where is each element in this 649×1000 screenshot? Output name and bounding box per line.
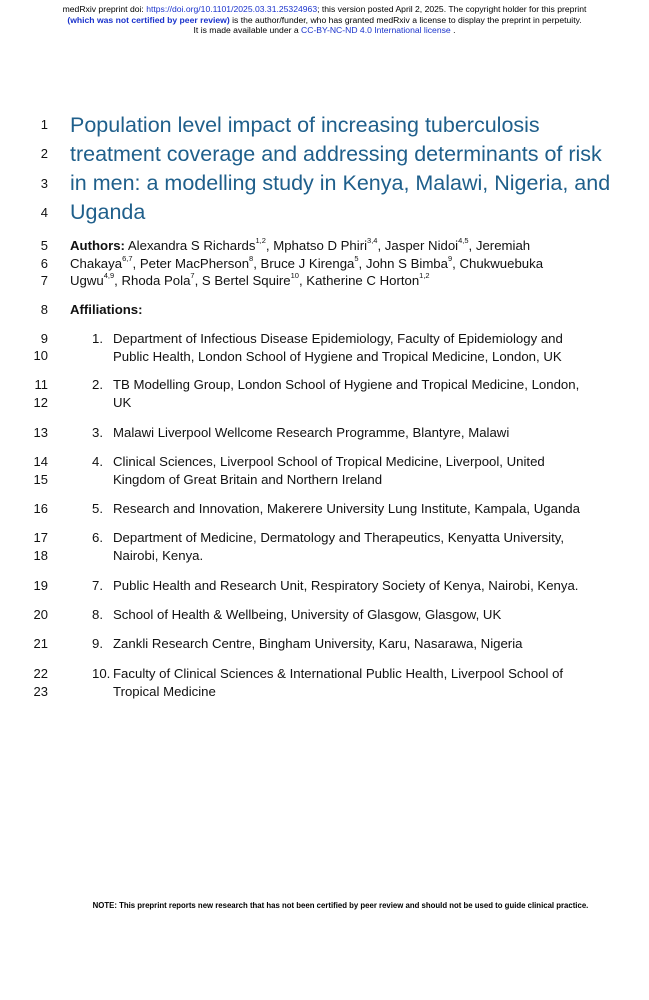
header-line3-prefix: It is made available under a <box>193 25 302 35</box>
line-number: 9 <box>40 331 48 346</box>
affiliation-text: Department of Infectious Disease Epidemiology, Faculty of Epidemiology and <box>113 331 563 346</box>
affiliation-text: Nairobi, Kenya. <box>113 548 204 563</box>
affiliation-number: 6. <box>92 530 103 545</box>
header-line2-rest: is the author/funder, who has granted medRxiv a license to display the preprint in perpetuity. <box>229 14 582 25</box>
line-number: 12 <box>33 395 48 410</box>
line-number: 2 <box>40 146 48 161</box>
license-link[interactable]: CC-BY-NC-ND 4.0 International license <box>301 25 451 35</box>
peer-review-notice: (which was not certified by peer review) <box>67 14 230 25</box>
affiliation-text: UK <box>113 395 132 410</box>
affiliation-text: School of Health & Wellbeing, University of Glasgow, Glasgow, UK <box>113 607 502 622</box>
affiliation-number: 8. <box>92 607 103 622</box>
line-number: 23 <box>33 684 48 699</box>
author-name: , Rhoda Pola <box>114 273 191 288</box>
affiliation-text: Department of Medicine, Dermatology and Therapeutics, Kenyatta University, <box>113 530 565 545</box>
affiliation-number: 2. <box>92 377 103 392</box>
line-number: 18 <box>33 548 48 563</box>
affiliation-superscript: 5 <box>354 254 359 263</box>
doi-link[interactable]: https://doi.org/10.1101/2025.03.31.25324963 <box>146 4 318 14</box>
header-doi-prefix: medRxiv preprint doi: <box>62 4 147 14</box>
affiliation-text: Malawi Liverpool Wellcome Research Programme, Blantyre, Malawi <box>113 425 510 440</box>
line-number: 7 <box>40 273 48 288</box>
affiliation-number: 3. <box>92 425 103 440</box>
affiliation-superscript: 4,9 <box>103 271 115 280</box>
header-line-2 <box>0 15 649 26</box>
title-line: Population level impact of increasing tuberculosis <box>70 113 540 137</box>
line-number: 6 <box>40 256 48 271</box>
authors-line-2 <box>70 256 543 271</box>
authors-line-3 <box>70 273 430 288</box>
line-number: 4 <box>40 205 48 220</box>
title-line: in men: a modelling study in Kenya, Malawi, Nigeria, and <box>70 171 611 195</box>
affiliation-superscript: 1,2 <box>419 271 430 280</box>
author-name: Chakaya <box>70 256 123 271</box>
affiliation-superscript: 1,2 <box>255 236 266 245</box>
author-name: , Mphatso D Phiri <box>265 238 368 253</box>
affiliation-superscript: 8 <box>249 254 254 263</box>
author-name: , Bruce J Kirenga <box>253 256 355 271</box>
header-line-3 <box>0 25 649 36</box>
line-number: 10 <box>33 348 48 363</box>
affiliation-text: Clinical Sciences, Liverpool School of Tropical Medicine, Liverpool, United <box>113 454 545 469</box>
line-number: 5 <box>40 238 48 253</box>
affiliation-number: 10. <box>92 666 111 681</box>
author-name: , Jeremiah <box>468 238 531 253</box>
affiliation-text: Zankli Research Centre, Bingham University, Karu, Nasarawa, Nigeria <box>113 636 523 651</box>
author-name: , Jasper Nidoi <box>377 238 459 253</box>
line-number: 16 <box>33 501 48 516</box>
author-name: , Peter MacPherson <box>132 256 250 271</box>
line-number: 1 <box>40 117 48 132</box>
author-name: , Katherine C Horton <box>298 273 420 288</box>
affiliation-superscript: 3,4 <box>367 236 378 245</box>
affiliation-number: 9. <box>92 636 103 651</box>
affiliations-label: Affiliations: <box>70 302 143 317</box>
line-number: 13 <box>33 425 48 440</box>
affiliation-superscript: 9 <box>447 254 453 263</box>
affiliation-number: 5. <box>92 501 103 516</box>
affiliation-number: 1. <box>92 331 103 346</box>
affiliation-superscript: 6,7 <box>122 254 133 263</box>
affiliation-number: 4. <box>92 454 103 469</box>
affiliation-superscript: 4,5 <box>458 236 469 245</box>
header-line1-suffix: ; this version posted April 2, 2025. The copyright holder for this preprint <box>317 4 587 14</box>
title-line: treatment coverage and addressing determinants of risk <box>70 142 602 166</box>
author-name: , Chukwuebuka <box>452 256 544 271</box>
preprint-header <box>0 4 649 36</box>
affiliation-superscript: 7 <box>190 271 195 280</box>
header-line3-suffix: . <box>450 25 456 35</box>
line-number: 8 <box>40 302 48 317</box>
authors-label: Authors: <box>70 238 125 253</box>
line-number: 15 <box>33 472 48 487</box>
affiliation-text: Faculty of Clinical Sciences & International Public Health, Liverpool School of <box>113 666 564 681</box>
affiliation-text: Research and Innovation, Makerere University Lung Institute, Kampala, Uganda <box>113 501 580 516</box>
line-number: 19 <box>33 578 48 593</box>
affiliation-text: TB Modelling Group, London School of Hygiene and Tropical Medicine, London, <box>113 377 580 392</box>
header-line-1 <box>0 4 649 15</box>
line-number: 17 <box>33 530 48 545</box>
line-number: 22 <box>33 666 48 681</box>
author-name: , John S Bimba <box>358 256 448 271</box>
authors-line-1 <box>70 238 530 253</box>
line-number: 3 <box>40 176 48 191</box>
preprint-note: NOTE: This preprint reports new research that has not been certified by peer review and should not be used to guide clinical practice. <box>92 901 589 910</box>
affiliation-text: Kingdom of Great Britain and Northern Ireland <box>113 472 383 487</box>
line-number: 11 <box>34 377 48 392</box>
affiliation-superscript: 10 <box>290 271 299 280</box>
affiliation-text: Tropical Medicine <box>113 684 216 699</box>
title-line: Uganda <box>70 200 146 224</box>
line-number: 20 <box>33 607 48 622</box>
affiliation-text: Public Health, London School of Hygiene and Tropical Medicine, London, UK <box>113 349 562 364</box>
author-name: , S Bertel Squire <box>194 273 291 288</box>
affiliation-text: Public Health and Research Unit, Respiratory Society of Kenya, Nairobi, Kenya. <box>113 578 579 593</box>
line-number: 14 <box>33 454 48 469</box>
line-number: 21 <box>33 636 48 651</box>
author-name: Ugwu <box>70 273 104 288</box>
author-name: Alexandra S Richards <box>124 238 256 253</box>
affiliation-number: 7. <box>92 578 103 593</box>
